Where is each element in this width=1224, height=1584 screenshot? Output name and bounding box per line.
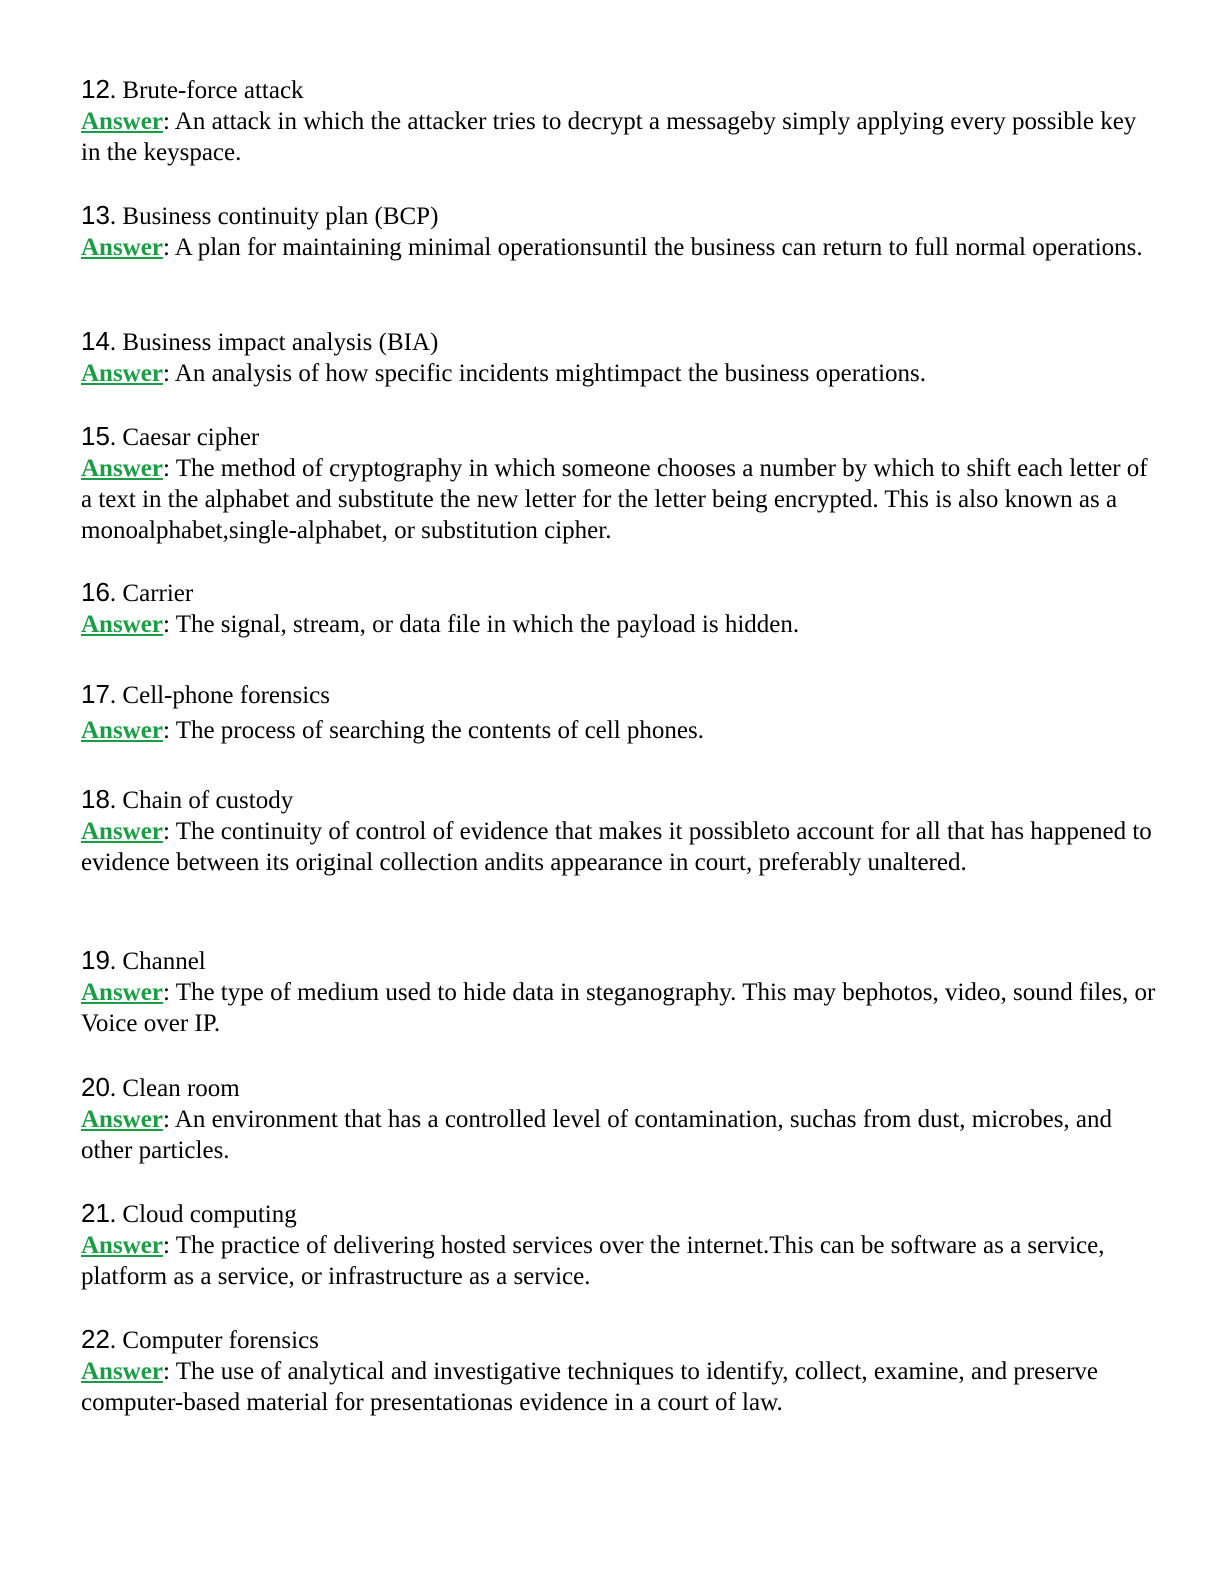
answer: Answer: An attack in which the attacker tries to decrypt a messageby simply applying every possible key in the keyspace. [81,108,1137,166]
question: 20. Clean room [81,1072,240,1102]
answer-label: Answer [81,108,163,135]
question: 12. Brute-force attack [81,74,304,104]
answer-text: A plan for maintaining minimal operationsuntil the business can return to full normal operations. [174,234,1143,261]
answer: Answer: The continuity of control of evidence that makes it possibleto account for all that has happened to evidence between its original collection andits appearance in court, preferably unaltered. [81,818,1152,876]
question-term: Clean room [122,1075,240,1102]
answer-text: The practice of delivering hosted services over the internet.This can be software as a service, platform as a service, or infrastructure as a service. [81,1232,1105,1290]
answer-label: Answer [81,1358,163,1385]
answer: Answer: The practice of delivering hosted services over the internet.This can be software as a service, platform as a service, or infrastructure as a service. [81,1232,1105,1290]
qa-item [81,421,1156,546]
question-number: 21 [81,1198,110,1228]
qa-item [81,1324,1156,1418]
question-number: 14 [81,326,110,356]
answer: Answer: The method of cryptography in which someone chooses a number by which to shift each letter of a text in the alphabet and substitute the new letter for the letter being encrypted. This is also known as a monoalphabet,single-alphabet, or substitution cipher. [81,455,1148,544]
answer-text: An analysis of how specific incidents mightimpact the business operations. [174,360,927,387]
question-number: 17 [81,679,110,709]
answer: Answer: The process of searching the contents of cell phones. [81,717,704,744]
answer-text: The process of searching the contents of cell phones. [175,717,704,744]
answer-text: An environment that has a controlled level of contamination, suchas from dust, microbes, and other particles. [81,1106,1113,1164]
answer-label: Answer [81,234,163,261]
qa-item [81,200,1143,263]
question: 19. Channel [81,945,206,975]
qa-item [81,74,1156,168]
question: 17. Cell-phone forensics [81,679,331,709]
question-number: 19 [81,945,110,975]
question-term: Cloud computing [122,1201,297,1228]
answer-label: Answer [81,717,163,744]
question-term: Cell-phone forensics [122,682,331,709]
answer-text: The method of cryptography in which someone chooses a number by which to shift each letter of a text in the alphabet and substitute the new letter for the letter being encrypted. This is also known as a monoalphabet,single-alphabet, or substitution cipher. [81,455,1148,544]
question-term: Carrier [122,580,194,607]
question-number: 12 [81,74,110,104]
answer-text: The continuity of control of evidence that makes it possibleto account for all that has happened to evidence between its original collection andits appearance in court, preferably unaltered. [81,818,1152,876]
answer: Answer: The use of analytical and investigative techniques to identify, collect, examine, and preserve computer-based material for presentationas evidence in a court of law. [81,1358,1099,1416]
question-number: 18 [81,784,110,814]
answer: Answer: An analysis of how specific incidents mightimpact the business operations. [81,360,927,387]
question-term: Channel [122,948,206,975]
question-number: 16 [81,577,110,607]
question: 18. Chain of custody [81,784,294,814]
question-term: Business impact analysis (BIA) [122,329,439,356]
answer: Answer: A plan for maintaining minimal operationsuntil the business can return to full normal operations. [81,234,1143,261]
question-number: 15 [81,421,110,451]
question: 21. Cloud computing [81,1198,297,1228]
question-term: Brute-force attack [122,77,304,104]
answer-label: Answer [81,1232,163,1259]
question: 16. Carrier [81,577,194,607]
question-term: Computer forensics [122,1327,319,1354]
answer-label: Answer [81,611,163,638]
question: 22. Computer forensics [81,1324,319,1354]
question-number: 13 [81,200,110,230]
qa-item [81,326,926,389]
qa-item [81,784,1156,878]
question-term: Chain of custody [122,787,294,814]
qa-item [81,1198,1156,1292]
question: 13. Business continuity plan (BCP) [81,200,439,230]
qa-item [81,577,799,640]
question-term: Business continuity plan (BCP) [122,203,439,230]
question-number: 22 [81,1324,110,1354]
question: 14. Business impact analysis (BIA) [81,326,439,356]
question: 15. Caesar cipher [81,421,260,451]
answer: Answer: An environment that has a controlled level of contamination, suchas from dust, microbes, and other particles. [81,1106,1113,1164]
answer-text: The signal, stream, or data file in which the payload is hidden. [175,611,800,638]
answer-label: Answer [81,818,163,845]
answer-label: Answer [81,979,163,1006]
qa-item [81,679,704,746]
answer: Answer: The type of medium used to hide data in steganography. This may bephotos, video, sound files, or Voice over IP. [81,979,1156,1037]
answer-label: Answer [81,455,163,482]
answer-label: Answer [81,360,163,387]
qa-item [81,1072,1156,1166]
answer-text: An attack in which the attacker tries to decrypt a messageby simply applying every possible key in the keyspace. [81,108,1137,166]
question-number: 20 [81,1072,110,1102]
answer-text: The use of analytical and investigative techniques to identify, collect, examine, and preserve computer-based material for presentationas evidence in a court of law. [81,1358,1099,1416]
qa-item [81,945,1156,1039]
answer-label: Answer [81,1106,163,1133]
answer: Answer: The signal, stream, or data file in which the payload is hidden. [81,611,800,638]
question-term: Caesar cipher [122,424,260,451]
answer-text: The type of medium used to hide data in steganography. This may bephotos, video, sound files, or Voice over IP. [81,979,1156,1037]
